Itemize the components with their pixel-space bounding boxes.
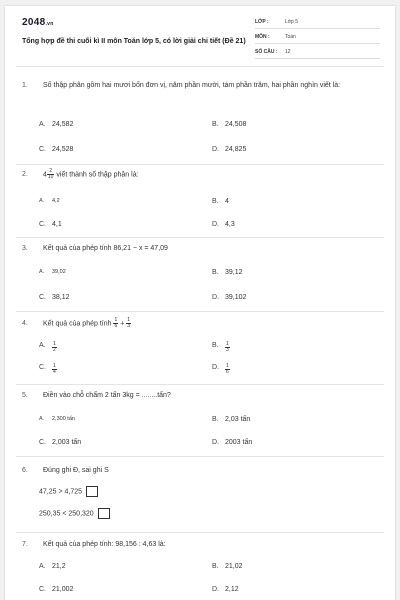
option-text: 39,102 [225, 294, 247, 301]
option-text: 21,002 [52, 586, 74, 593]
question-number: 2. [22, 171, 28, 178]
site-logo[interactable]: 2048.vn [22, 17, 54, 28]
option-text: 2003 tấn [225, 439, 253, 446]
option-letter: A. [39, 198, 45, 204]
option-letter: A. [39, 563, 46, 570]
option-letter: B. [212, 269, 219, 276]
option-letter: C. [39, 294, 46, 301]
worksheet-header [5, 6, 395, 64]
option-letter: C. [39, 439, 46, 446]
true-false-statement-2: 250,35 < 250,320 [39, 508, 110, 519]
meta-class-value: Lớp 5 [285, 19, 299, 25]
option-text: 24,508 [225, 121, 247, 128]
option-letter: D. [212, 221, 219, 228]
mixed-number: 4 $\frac{2}{10}$ [43, 168, 54, 180]
meta-subject [255, 31, 380, 44]
meta-subject-value: Toán [285, 34, 296, 40]
option-letter: B. [212, 416, 219, 423]
option-fraction: $\frac{1}{6}$ [226, 363, 229, 375]
meta-count-value: 12 [285, 49, 291, 55]
option-letter: B. [212, 198, 219, 205]
option-letter: A. [39, 269, 45, 275]
question-text: Kết quả của phép tính $\frac{1}{6}$ + $\frac{1}{3}$ [43, 317, 131, 329]
option-fraction: $\frac{1}{4}$ [53, 363, 56, 375]
option-letter: D. [212, 364, 219, 371]
meta-subject-label: MÔN : [255, 34, 270, 40]
question-text: Kết quả của phép tính 86,21 − x = 47,09 [43, 245, 168, 252]
worksheet-page [5, 6, 395, 600]
option-letter: A. [39, 121, 46, 128]
option-text: 24,825 [225, 146, 247, 153]
option-letter: A. [39, 416, 45, 422]
meta-count [255, 46, 380, 59]
option-fraction: $\frac{1}{2}$ [53, 341, 56, 353]
option-letter: D. [212, 586, 219, 593]
question-divider [16, 164, 384, 165]
question-divider [16, 237, 384, 238]
question-number: 1. [22, 82, 28, 89]
option-text: 2,03 tấn [225, 416, 251, 423]
option-text: 4 [225, 198, 229, 205]
option-letter: C. [39, 364, 46, 371]
question-text: Số thập phân gồm hai mươi bốn đơn vị, năm phần mười, tám phần trăm, hai phần nghìn viết là: [43, 82, 341, 89]
option-letter: C. [39, 586, 46, 593]
option-text: 24,528 [52, 146, 74, 153]
option-letter: C. [39, 146, 46, 153]
option-letter: C. [39, 221, 46, 228]
option-letter: A. [39, 342, 46, 349]
option-text: 2,300 tấn [52, 416, 75, 422]
answer-checkbox[interactable] [86, 486, 98, 497]
question-divider [16, 311, 384, 312]
question-number: 6. [22, 467, 28, 474]
option-letter: B. [212, 342, 219, 349]
fraction: $\frac{1}{3}$ [127, 317, 131, 329]
option-text: 39,02 [52, 269, 66, 275]
header-divider [16, 66, 384, 67]
meta-class-label: LỚP : [255, 19, 269, 25]
option-text: 2,003 tấn [52, 439, 82, 446]
option-text: 4,3 [225, 221, 235, 228]
question-divider [16, 456, 384, 457]
option-letter: D. [212, 439, 219, 446]
question-divider [16, 532, 384, 533]
question-text: 4 $\frac{2}{10}$ viết thành số thập phân là: [43, 168, 139, 180]
question-divider [16, 384, 384, 385]
option-text: 4,1 [52, 221, 62, 228]
meta-count-label: SỐ CÂU : [255, 49, 278, 55]
question-number: 3. [22, 245, 28, 252]
question-number: 7. [22, 541, 28, 548]
fraction: $\frac{1}{6}$ [114, 317, 118, 329]
option-text: 21,02 [225, 563, 243, 570]
option-text: 4,2 [52, 198, 60, 204]
option-text: 39,12 [225, 269, 243, 276]
question-number: 5. [22, 392, 28, 399]
question-text: Đúng ghi Đ, sai ghi S [43, 467, 109, 474]
question-text: Kết quả của phép tính: 98,156 : 4,63 là: [43, 541, 166, 548]
question-text: Điền vào chỗ chấm 2 tấn 3kg = ........tấn? [43, 392, 171, 399]
option-text: 24,582 [52, 121, 74, 128]
option-letter: D. [212, 146, 219, 153]
option-letter: B. [212, 121, 219, 128]
option-text: 38,12 [52, 294, 70, 301]
meta-class [255, 16, 380, 29]
option-text: 2,12 [225, 586, 239, 593]
true-false-statement-1: 47,25 > 4,725 [39, 486, 98, 497]
worksheet-title: Tổng hợp đề thi cuối kì II môn Toán lớp 5, có lời giải chi tiết (Đề 21) [22, 38, 246, 45]
option-fraction: $\frac{1}{3}$ [226, 341, 229, 353]
question-number: 4. [22, 320, 28, 327]
option-text: 21,2 [52, 563, 66, 570]
option-letter: B. [212, 563, 219, 570]
option-letter: D. [212, 294, 219, 301]
answer-checkbox[interactable] [98, 508, 110, 519]
